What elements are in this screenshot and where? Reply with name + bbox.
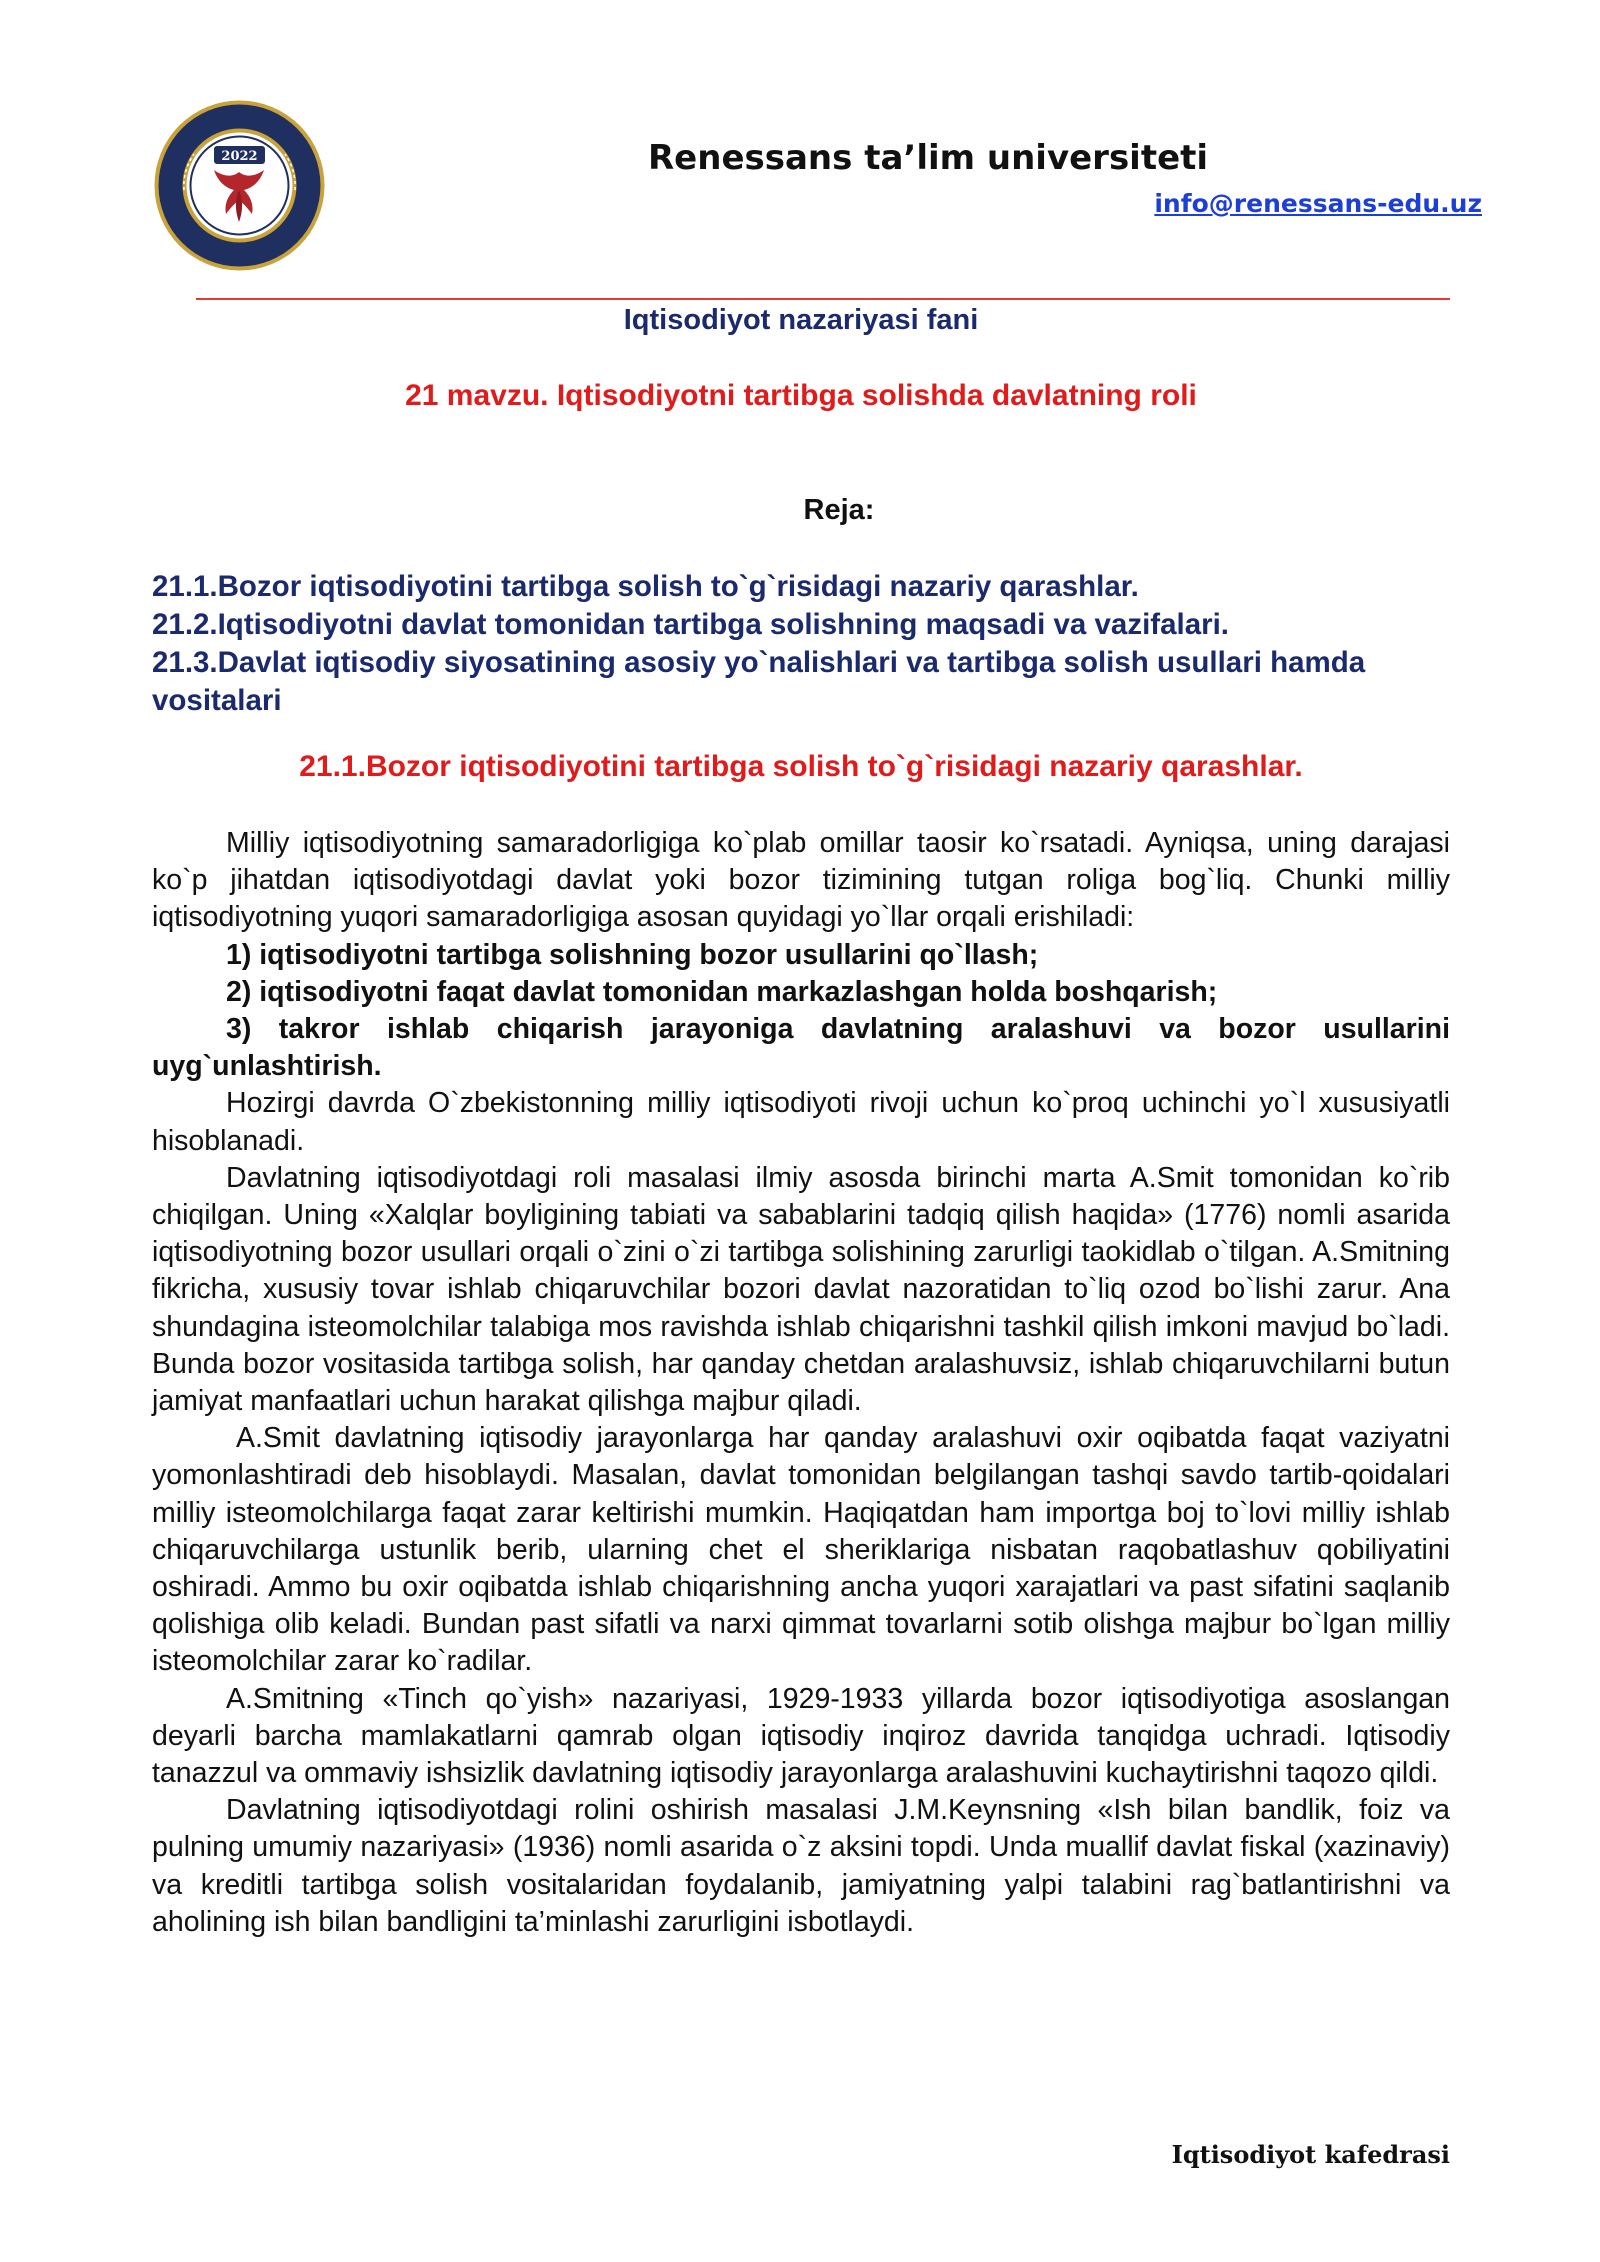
section-title: 21.1.Bozor iqtisodiyotini tartibga solish to`g`risidagi nazariy qarashlar. bbox=[299, 750, 1303, 783]
topic-title: 21 mavzu. Iqtisodiyotni tartibga solishda davlatning roli bbox=[405, 379, 1197, 412]
plan-heading: Reja: bbox=[803, 494, 875, 526]
university-name: Renessans ta’lim universiteti bbox=[648, 138, 1209, 178]
paragraph: Hozirgi davrda O`zbekistonning milliy iqtisodiyoti rivoji uchun ko`proq uchinchi yo`l xususiyatli hisoblanadi. bbox=[152, 1087, 1450, 1157]
header-divider bbox=[196, 298, 1450, 300]
plan-item: 21.1.Bozor iqtisodiyotini tartibga solish to`g`risidagi nazariy qarashlar. bbox=[152, 570, 1139, 603]
paragraph: Davlatning iqtisodiyotdagi roli masalasi ilmiy asosda birinchi marta A.Smit tomonidan ko`rib chiqilgan. Uning «Xalqlar boyligining tabiati va sabablarini tadqiq qilish haqida» (1776) nomli asarida iqtisodiyotning bozor usullari orqali o`zini o`zi tartibga solishining zarurligi taokidlab o`tilgan. A.Smitning fikricha, xususiy tovar ishlab chiqaruvchilar bozori davlat nazoratidan to`liq ozod bo`lishi zarur. Ana shundagina isteomolchilar talabiga mos ravishda ishlab chiqarishni tashkil qilish imkoni mavjud bo`ladi. Bunda bozor vositasida tartibga solish, har qanday chetdan aralashuvsiz, ishlab chiqaruvchilarni butun jamiyat manfaatlari uchun harakat qilishga majbur qiladi. bbox=[152, 1161, 1450, 1418]
numbered-point: 2) iqtisodiyotni faqat davlat tomonidan markazlashgan holda boshqarish; bbox=[226, 975, 1218, 1008]
body-text bbox=[152, 825, 1450, 1941]
subject-title: Iqtisodiyot nazariyasi fani bbox=[623, 304, 979, 336]
university-logo-icon bbox=[152, 98, 327, 273]
email-link[interactable]: info@renessans-edu.uz bbox=[1154, 189, 1482, 218]
plan-list bbox=[152, 568, 1462, 720]
logo-year: 2022 bbox=[221, 149, 258, 164]
paragraph: A.Smit davlatning iqtisodiy jarayonlarga har qanday aralashuvi oxir oqibatda faqat vaziyatni yomonlashtiradi deb hisoblaydi. Masalan, davlat tomonidan belgilangan tashqi savdo tartib-qoidalari milliy isteomolchilarga faqat zarar keltirishi mumkin. Haqiqatdan ham importga boj to`lovi milliy ishlab chiqaruvchilarga ustunlik berib, ularning chet el sheriklariga nisbatan raqobatlashuv qobiliyatini oshiradi. Ammo bu oxir oqibatda ishlab chiqarishning ancha yuqori xarajatlari va past sifatini saqlanib qolishiga olib keladi. Bundan past sifatli va narxi qimmat tovarlarni sotib olishga majbur bo`lgan milliy isteomolchilar zarar ko`radilar. bbox=[152, 1422, 1450, 1678]
paragraph: Milliy iqtisodiyotning samaradorligiga ko`plab omillar taosir ko`rsatadi. Ayniqsa, uning darajasi ko`p jihatdan iqtisodiyotdagi davlat yoki bozor tizimining tutgan roliga bog`liq. Chunki milliy iqtisodiyotning yuqori samaradorligiga asosan quyidagi yo`llar orqali erishiladi: bbox=[152, 827, 1450, 934]
plan-item: 21.3.Davlat iqtisodiy siyosatining asosiy yo`nalishlari va tartibga solish usullari hamda vositalari bbox=[152, 646, 1366, 717]
numbered-point: 1) iqtisodiyotni tartibga solishning bozor usullarini qo`llash; bbox=[226, 938, 1039, 971]
numbered-point: 3) takror ishlab chiqarish jarayoniga davlatning aralashuvi va bozor usullarini uyg`unlashtirish. bbox=[152, 1013, 1450, 1083]
footer-department: Iqtisodiyot kafedrasi bbox=[1171, 2140, 1450, 2169]
plan-item: 21.2.Iqtisodiyotni davlat tomonidan tartibga solishning maqsadi va vazifalari. bbox=[152, 608, 1229, 641]
paragraph: Davlatning iqtisodiyotdagi rolini oshirish masalasi J.M.Keynsning «Ish bilan bandlik, foiz va pulning umumiy nazariyasi» (1936) nomli asarida o`z aksini topdi. Unda muallif davlat fiskal (xazinaviy) va kreditli tartibga solish vositalaridan foydalanib, jamiyatning yalpi talabini rag`batlantirishni va aholining ish bilan bandligini ta’minlashi zarurligini isbotlaydi. bbox=[152, 1794, 1450, 1938]
paragraph: A.Smitning «Tinch qo`yish» nazariyasi, 1929-1933 yillarda bozor iqtisodiyotiga asoslangan deyarli barcha mamlakatlarni qamrab olgan iqtisodiy inqiroz davrida tanqidga uchradi. Iqtisodiy tanazzul va ommaviy ishsizlik davlatning iqtisodiy jarayonlarga aralashuvini kuchaytirishni taqozo qildi. bbox=[152, 1682, 1450, 1790]
